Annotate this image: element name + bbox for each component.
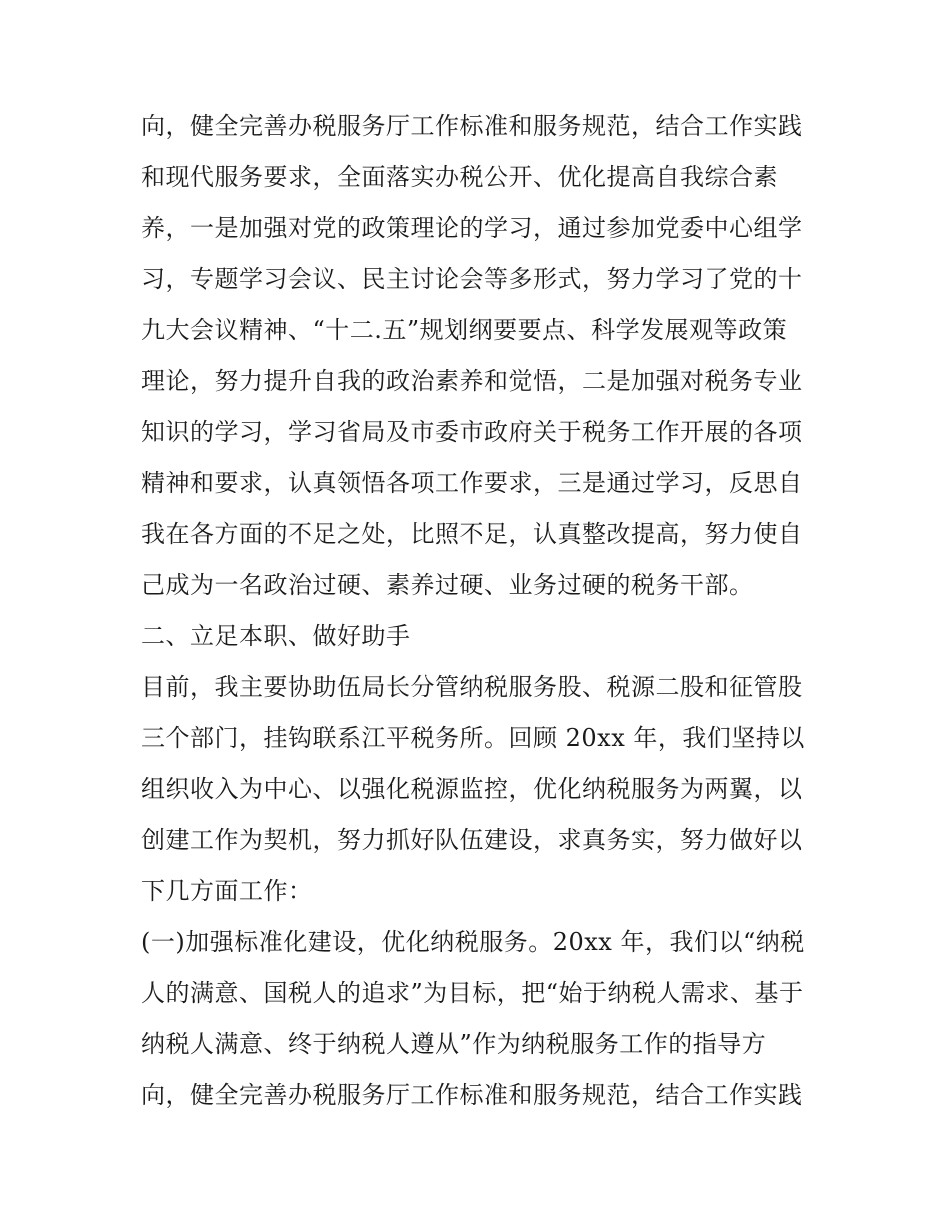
text-line: 人的满意、国税人的追求”为目标，把“始于纳税人需求、基于 xyxy=(141,979,804,1007)
subsection-line: (一)加强标准化建设，优化纳税服务。20xx 年，我们以“纳税 xyxy=(141,928,805,956)
text-line: 精神和要求，认真领悟各项工作要求，三是通过学习，反思自 xyxy=(141,469,803,497)
text-line: 创建工作为契机，努力抓好队伍建设，求真务实，努力做好以 xyxy=(141,826,803,854)
text-line: 九大会议精神、“十二.五”规划纲要要点、科学发展观等政策 xyxy=(141,316,788,344)
text-line: 组织收入为中心、以强化税源监控，优化纳税服务为两翼，以 xyxy=(141,775,803,803)
text-line: 我在各方面的不足之处，比照不足，认真整改提高，努力使自 xyxy=(141,520,803,548)
text-line: 向，健全完善办税服务厅工作标准和服务规范，结合工作实践 xyxy=(141,112,803,140)
text-line: 养，一是加强对党的政策理论的学习，通过参加党委中心组学 xyxy=(141,214,803,242)
text-line: 和现代服务要求，全面落实办税公开、优化提高自我综合素 xyxy=(141,163,778,191)
text-line: 三个部门，挂钩联系江平税务所。回顾 20xx 年，我们坚持以 xyxy=(141,724,805,752)
text-line: 向，健全完善办税服务厅工作标准和服务规范，结合工作实践 xyxy=(141,1081,803,1109)
text-line: 知识的学习，学习省局及市委市政府关于税务工作开展的各项 xyxy=(141,418,803,446)
text-line: 目前，我主要协助伍局长分管纳税服务股、税源二股和征管股 xyxy=(141,673,803,701)
section-heading: 二、立足本职、做好助手 xyxy=(141,622,411,650)
text-line: 己成为一名政治过硬、素养过硬、业务过硬的税务干部。 xyxy=(141,571,754,599)
text-line: 下几方面工作： xyxy=(141,877,313,905)
text-line: 习，专题学习会议、民主讨论会等多形式，努力学习了党的十 xyxy=(141,265,803,293)
text-line: 理论，努力提升自我的政治素养和觉悟，二是加强对税务专业 xyxy=(141,367,803,395)
text-line: 纳税人满意、终于纳税人遵从”作为纳税服务工作的指导方 xyxy=(141,1030,767,1058)
body-text xyxy=(141,101,821,1121)
